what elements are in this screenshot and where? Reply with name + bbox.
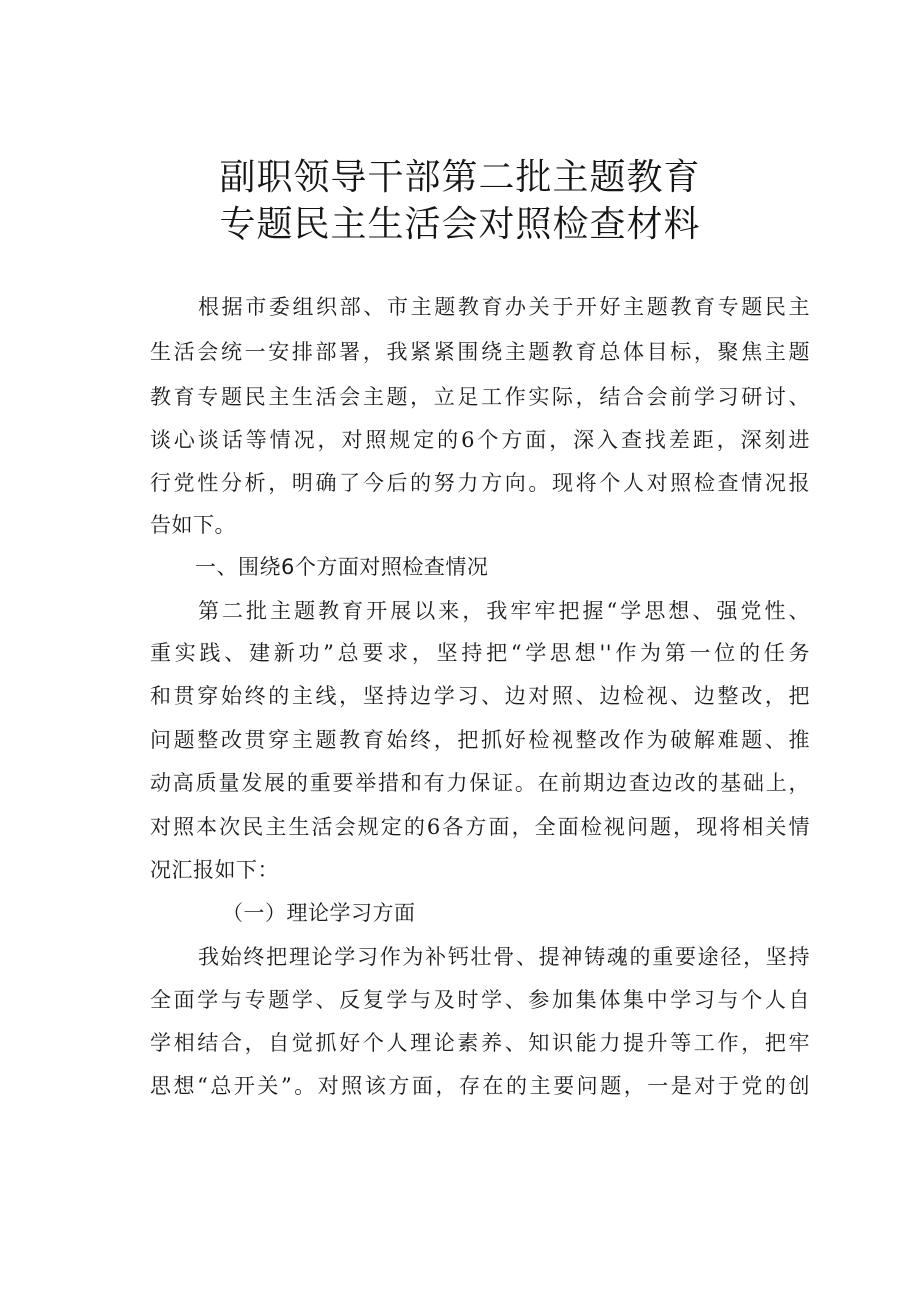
subsection1-line-1: 我始终把理论学习作为补钙壮骨、提神铸魂的重要途径，坚持: [198, 945, 810, 969]
section1-line-5: 动高质量发展的重要举措和有力保证。在前期边查边改的基础上，: [150, 771, 810, 795]
intro-line-4: 谈心谈话等情况，对照规定的6个方面，深入查找差距，深刻进: [150, 428, 810, 452]
section-heading-1: 一、围绕6个方面对照检查情况: [195, 555, 489, 579]
subsection1-line-3: 学相结合，自觉抓好个人理论素养、知识能力提升等工作，把牢: [150, 1031, 810, 1055]
section1-line-3: 和贯穿始终的主线，坚持边学习、边对照、边检视、边整改，把: [150, 684, 810, 708]
section1-line-7: 况汇报如下：: [150, 858, 279, 882]
section1-line-4: 问题整改贯穿主题教育始终，把抓好检视整改作为破解难题、推: [150, 728, 810, 752]
subsection1-line-2: 全面学与专题学、反复学与及时学、参加集体集中学习与个人自: [150, 988, 810, 1012]
intro-line-3: 教育专题民主生活会主题，立足工作实际，结合会前学习研讨、: [150, 385, 810, 409]
intro-line-5: 行党性分析，明确了今后的努力方向。现将个人对照检查情况报: [150, 471, 810, 495]
document-title-line-2: 专题民主生活会对照检查材料: [219, 204, 701, 245]
section1-line-2: 重实践、建新功”总要求，坚持把“学思想''作为第一位的任务: [150, 641, 810, 665]
section1-line-1: 第二批主题教育开展以来，我牢牢把握“学思想、强党性、: [198, 599, 810, 623]
section1-line-6: 对照本次民主生活会规定的6各方面，全面检视问题，现将相关情: [150, 815, 810, 839]
intro-line-2: 生活会统一安排部署，我紧紧围绕主题教育总体目标，聚焦主题: [150, 340, 810, 364]
intro-line-6: 告如下。: [150, 513, 236, 537]
document-title-line-1: 副职领导干部第二批主题教育: [219, 157, 701, 198]
subsection1-line-4: 思想“总开关”。对照该方面，存在的主要问题，一是对于党的创: [150, 1074, 810, 1098]
intro-line-1: 根据市委组织部、市主题教育办关于开好主题教育专题民主: [198, 295, 810, 319]
subsection-heading-1: （一）理论学习方面: [222, 901, 416, 925]
